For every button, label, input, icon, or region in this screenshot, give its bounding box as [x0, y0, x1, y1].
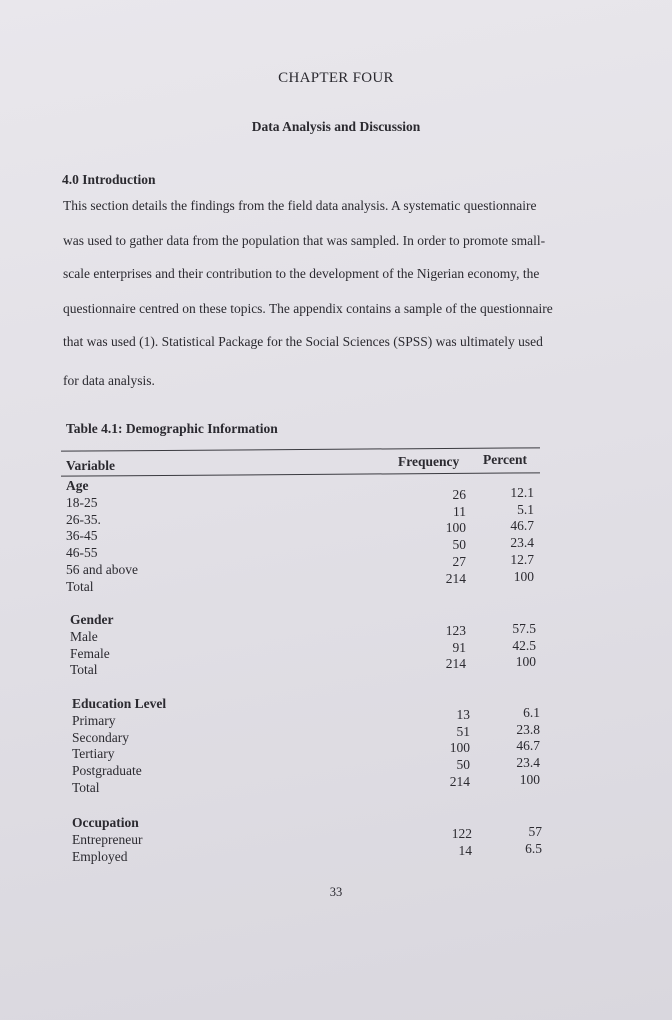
paragraph-line: for data analysis. [63, 373, 155, 388]
row-percent: 12.1 [510, 484, 534, 500]
row-percent: 6.1 [523, 704, 540, 720]
row-frequency: 11 [453, 503, 466, 519]
row-percent: 23.8 [516, 721, 540, 737]
row-label: Entrepreneur [72, 831, 143, 847]
row-frequency: 27 [452, 554, 466, 569]
row-frequency: 91 [452, 639, 466, 655]
paragraph-line: was used to gather data from the population that was sampled. In order to promote small- [63, 233, 546, 248]
chapter-subtitle: Data Analysis and Discussion [251, 119, 421, 134]
row-frequency: 14 [458, 842, 472, 858]
paragraph-line: This section details the findings from the field data analysis. A systematic questionnaire [63, 198, 537, 213]
row-frequency: 50 [456, 757, 470, 773]
row-frequency: 26 [452, 486, 466, 502]
row-percent: 57.5 [512, 620, 536, 636]
row-percent: 5.1 [517, 501, 534, 517]
row-label: 36-45 [66, 528, 98, 544]
row-percent: 23.4 [510, 535, 534, 551]
header-percent: Percent [483, 452, 527, 467]
row-frequency: 51 [456, 723, 470, 739]
row-label: Employed [72, 848, 128, 864]
row-label: Female [70, 645, 110, 661]
table-section-title: Education Level [72, 696, 167, 711]
row-percent: 100 [515, 654, 536, 670]
paragraph-line: questionnaire centred on these topics. The appendix contains a sample of the questionnaire [63, 301, 553, 316]
table-top-rule [61, 447, 540, 451]
row-frequency: 13 [456, 706, 470, 722]
row-percent: 57 [528, 823, 542, 839]
row-label: 18-25 [66, 494, 98, 510]
row-label: Postgraduate [72, 763, 142, 779]
table-section-title: Age [66, 478, 89, 493]
row-frequency: 50 [452, 537, 466, 553]
row-percent: 46.7 [510, 518, 534, 534]
header-variable: Variable [66, 458, 116, 473]
row-percent: 100 [519, 772, 540, 787]
header-frequency: Frequency [398, 454, 460, 469]
row-frequency: 214 [449, 774, 470, 789]
row-percent: 100 [513, 568, 534, 584]
row-label: Total [70, 662, 98, 678]
row-percent: 46.7 [516, 738, 540, 754]
row-frequency: 214 [445, 656, 466, 672]
paragraph-line: scale enterprises and their contribution to the development of the Nigerian economy, the [63, 266, 540, 281]
page-number: 33 [329, 885, 343, 899]
table-section-title: Occupation [72, 815, 139, 830]
table-caption: Table 4.1: Demographic Information [66, 421, 278, 436]
chapter-title: CHAPTER FOUR [278, 70, 394, 86]
row-label: 56 and above [66, 562, 138, 577]
row-label: Primary [72, 712, 116, 728]
row-percent: 12.7 [510, 552, 534, 567]
paragraph-line: that was used (1). Statistical Package for the Social Sciences (SPSS) was ultimately used [63, 334, 543, 349]
row-label: Tertiary [72, 746, 115, 762]
row-percent: 23.4 [516, 755, 540, 771]
row-label: 46-55 [66, 545, 98, 561]
row-frequency: 100 [445, 520, 466, 536]
row-frequency: 214 [445, 570, 466, 586]
row-label: 26-35. [66, 511, 101, 527]
row-percent: 42.5 [512, 637, 536, 653]
row-label: Total [66, 578, 94, 594]
table-section-title: Gender [70, 612, 114, 627]
row-frequency: 122 [451, 825, 472, 841]
table-header-rule [61, 472, 540, 476]
row-label: Total [72, 780, 100, 795]
section-heading: 4.0 Introduction [62, 172, 156, 187]
row-frequency: 100 [449, 740, 470, 756]
row-label: Secondary [72, 729, 129, 745]
row-frequency: 123 [445, 622, 466, 638]
row-percent: 6.5 [525, 840, 542, 856]
row-label: Male [70, 628, 98, 644]
